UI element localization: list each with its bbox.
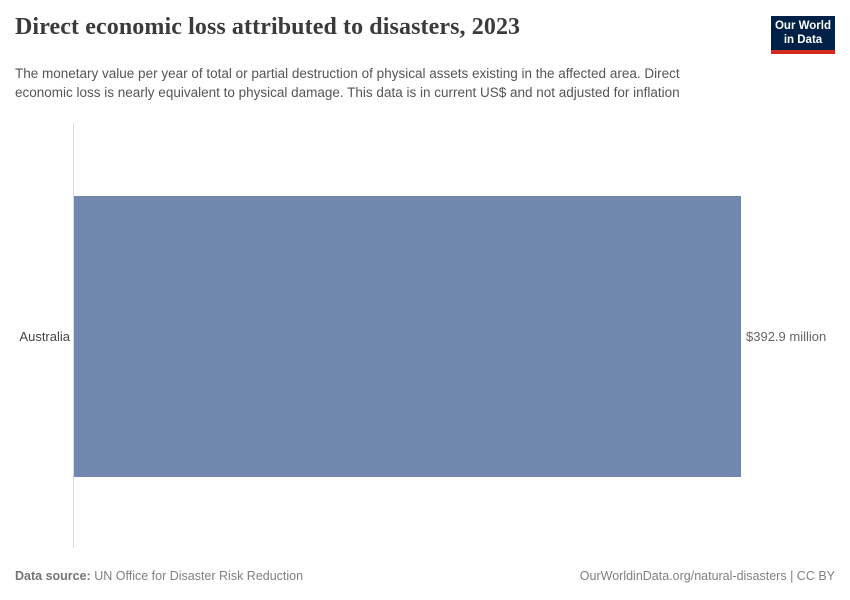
owid-logo-line2: in Data	[783, 33, 823, 46]
chart-subtitle: The monetary value per year of total or partial destruction of physical assets existing in the affected area. Direct economic loss is nearly equivalent to physical damage. This data is in current US$ and not adjusted for inflation	[15, 66, 680, 100]
owid-logo[interactable]	[771, 16, 835, 54]
axis-label-australia: Australia	[19, 329, 70, 344]
data-source-text: UN Office for Disaster Risk Reduction	[94, 569, 304, 583]
bar-track-australia	[74, 196, 741, 477]
data-source-label: Data source:	[15, 569, 91, 583]
value-label-australia: $392.9 million	[746, 329, 827, 344]
chart-title: Direct economic loss attributed to disasters, 2023	[15, 14, 521, 40]
owid-logo-line1: Our World	[774, 20, 831, 32]
bar-australia[interactable]	[74, 196, 741, 477]
owid-url-license-link[interactable]: OurWorldinData.org/natural-disasters | CC BY	[579, 569, 835, 583]
data-source-note	[15, 569, 303, 583]
